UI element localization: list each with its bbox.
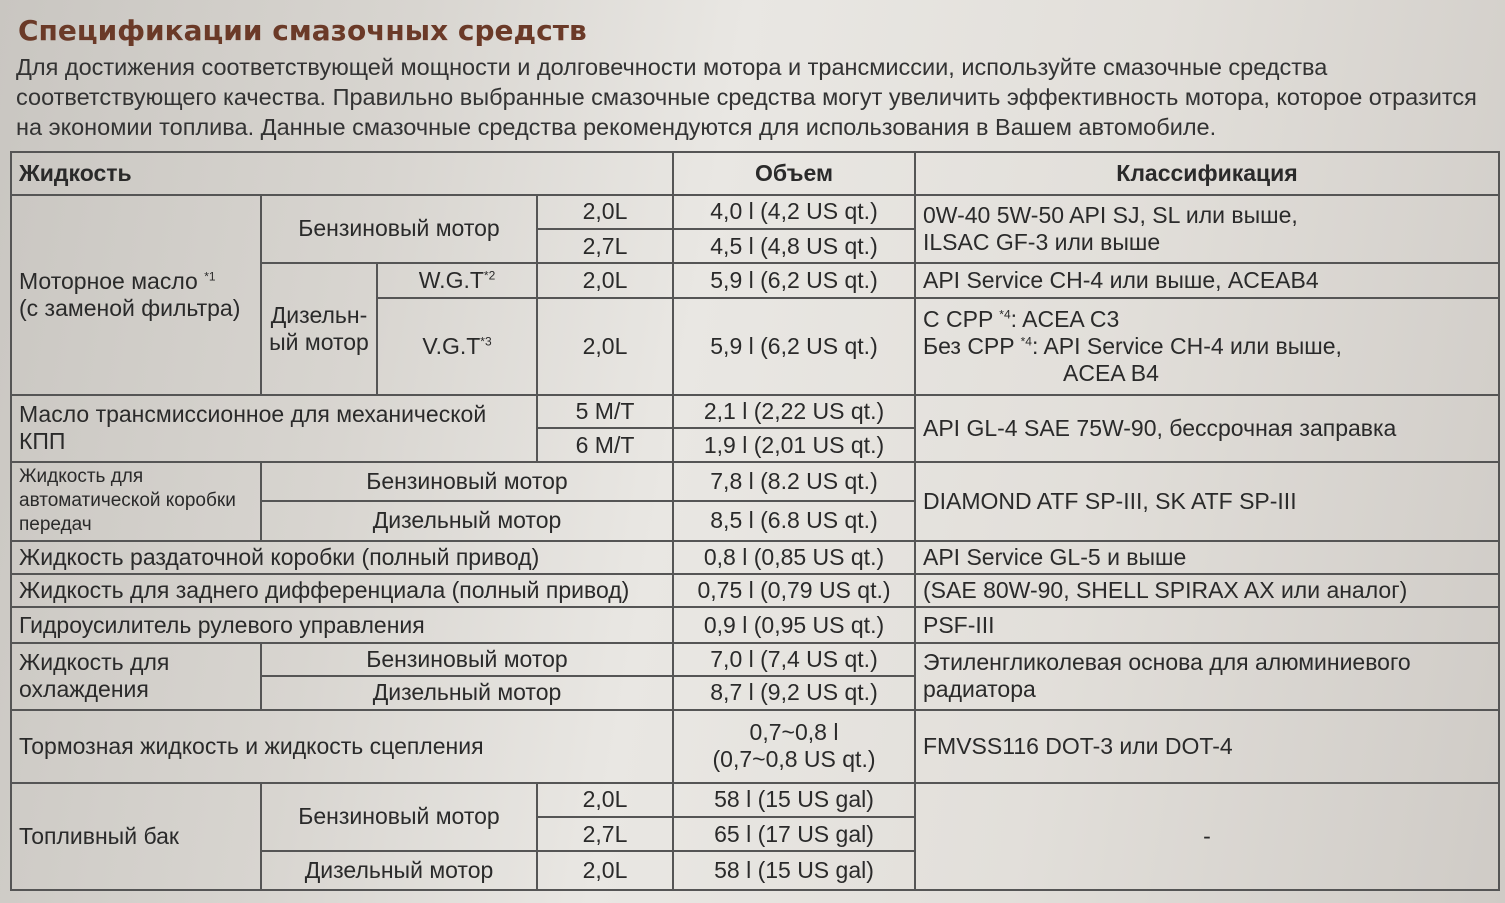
engine-oil-label [11, 195, 261, 395]
manual-trans-class: API GL-4 SAE 75W-90, бессрочная заправка [915, 395, 1499, 462]
auto-trans-label: Жидкость для автоматической коробки передач [11, 462, 261, 541]
fuel-diesel-20-volume: 58 l (15 US gal) [673, 851, 915, 890]
fuel-petrol-20-volume: 58 l (15 US gal) [673, 783, 915, 817]
power-steering-class: PSF-III [915, 607, 1499, 642]
manual-trans-5mt: 5 M/T [537, 395, 673, 428]
footnote-1: *1 [204, 269, 216, 284]
coolant-petrol: Бензиновый мотор [261, 643, 673, 676]
page-title: Спецификации смазочных средств [18, 14, 587, 47]
table-row [11, 574, 1499, 607]
manual-trans-5mt-volume: 2,1 l (2,22 US qt.) [673, 395, 915, 428]
table-row [11, 395, 1499, 428]
table-row [11, 607, 1499, 642]
engine-oil-vgt: $V.G.T^{*3}$ [377, 298, 537, 395]
engine-oil-wgt-disp: 2,0L [537, 263, 673, 297]
header-volume: Объем [673, 152, 915, 195]
engine-oil-petrol-class [915, 195, 1499, 264]
fuel-label: Топливный бак [11, 783, 261, 890]
auto-trans-class: DIAMOND ATF SP-III, SK ATF SP-III [915, 462, 1499, 541]
coolant-diesel-volume: 8,7 l (9,2 US qt.) [673, 676, 915, 709]
engine-oil-vgt-volume: 5,9 l (6,2 US qt.) [673, 298, 915, 395]
auto-trans-diesel-volume: 8,5 l (6.8 US qt.) [673, 501, 915, 540]
table-row [11, 195, 1499, 229]
engine-oil-petrol-20-volume: 4,0 l (4,2 US qt.) [673, 195, 915, 229]
engine-oil-title: Моторное масло [19, 267, 198, 294]
engine-oil-petrol-20: 2,0L [537, 195, 673, 229]
engine-oil-wgt: $W.G.T^{*2}$ [377, 263, 537, 297]
manual-trans-6mt: 6 M/T [537, 428, 673, 461]
engine-oil-petrol: Бензиновый мотор [261, 195, 537, 264]
engine-oil-petrol-class-line2: ILSAC GF-3 или выше [923, 228, 1161, 255]
coolant-label: Жидкость для охлаждения [11, 643, 261, 710]
intro-paragraph: Для достижения соответствующей мощности и долговечности мотора и трансмиссии, используйте смазочные средства соответствующего качества. Правильно выбранные смазочные средства могут увеличить эффективность мотора, которое отразится на экономии топлива. Данные смазочные средства рекомендуются для использования в Вашем автомобиле. [16, 54, 1477, 140]
fuel-diesel-20: 2,0L [537, 851, 673, 890]
coolant-petrol-volume: 7,0 l (7,4 US qt.) [673, 643, 915, 676]
rear-diff-class: (SAE 80W-90, SHELL SPIRAX AX или аналог) [915, 574, 1499, 607]
engine-oil-petrol-27: 2,7L [537, 229, 673, 263]
rear-diff-label: Жидкость для заднего дифференциала (полный привод) [11, 574, 673, 607]
table-row [11, 541, 1499, 574]
fuel-petrol-20: 2,0L [537, 783, 673, 817]
coolant-class: Этиленгликолевая основа для алюминиевого радиатора [915, 643, 1499, 710]
transfer-volume: 0,8 l (0,85 US qt.) [673, 541, 915, 574]
header-fluid: Жидкость [11, 152, 673, 195]
power-steering-label: Гидроусилитель рулевого управления [11, 607, 673, 642]
engine-oil-vgt-class: С CPP $^{*4}$: ACEA C3 Без CPP $^{*4}$: API Service CH-4 или выше, ACEA B4 [915, 298, 1499, 395]
brake-label: Тормозная жидкость и жидкость сцепления [11, 710, 673, 783]
transfer-label: Жидкость раздаточной коробки (полный привод) [11, 541, 673, 574]
rear-diff-volume: 0,75 l (0,79 US qt.) [673, 574, 915, 607]
transfer-class: API Service GL-5 и выше [915, 541, 1499, 574]
manual-trans-6mt-volume: 1,9 l (2,01 US qt.) [673, 428, 915, 461]
engine-oil-subtitle: (с заменой фильтра) [19, 294, 241, 321]
brake-volume: 0,7~0,8 l (0,7~0,8 US qt.) [673, 710, 915, 783]
table-row [11, 462, 1499, 501]
auto-trans-petrol: Бензиновый мотор [261, 462, 673, 501]
engine-oil-wgt-volume: 5,9 l (6,2 US qt.) [673, 263, 915, 297]
engine-oil-diesel: Дизельн-ый мотор [261, 263, 377, 395]
manual-trans-label: Масло трансмиссионное для механической КПП [11, 395, 537, 462]
fuel-petrol-27-volume: 65 l (17 US gal) [673, 817, 915, 851]
engine-oil-petrol-27-volume: 4,5 l (4,8 US qt.) [673, 229, 915, 263]
fuel-petrol: Бензиновый мотор [261, 783, 537, 852]
table-header-row [11, 152, 1499, 195]
header-classification: Классификация [915, 152, 1499, 195]
table-row [11, 710, 1499, 783]
engine-oil-wgt-class: API Service CH-4 или выше, ACEAB4 [915, 263, 1499, 297]
fuel-class: - [915, 783, 1499, 890]
brake-class: FMVSS116 DOT-3 или DOT-4 [915, 710, 1499, 783]
table-row [11, 783, 1499, 817]
auto-trans-petrol-volume: 7,8 l (8.2 US qt.) [673, 462, 915, 501]
fuel-petrol-27: 2,7L [537, 817, 673, 851]
fuel-diesel: Дизельный мотор [261, 851, 537, 890]
table-row [11, 643, 1499, 676]
coolant-diesel: Дизельный мотор [261, 676, 673, 709]
engine-oil-petrol-class-line1: 0W-40 5W-50 API SJ, SL или выше, [923, 201, 1298, 228]
engine-oil-vgt-disp: 2,0L [537, 298, 673, 395]
power-steering-volume: 0,9 l (0,95 US qt.) [673, 607, 915, 642]
lubricants-table [10, 151, 1500, 891]
auto-trans-diesel: Дизельный мотор [261, 501, 673, 540]
